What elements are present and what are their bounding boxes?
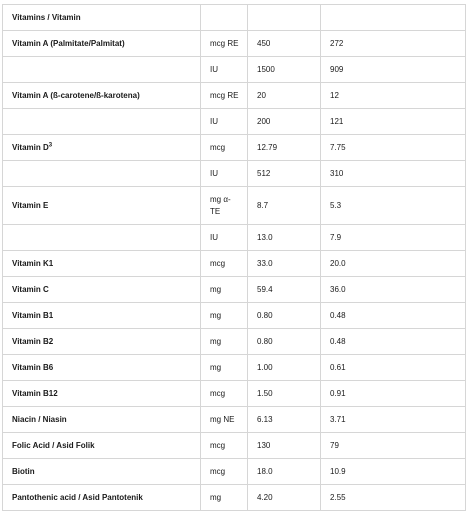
- unit-line-2: TE: [210, 206, 221, 216]
- unit-cell: IU: [201, 109, 248, 135]
- table-row: [3, 329, 466, 355]
- nutrient-name: Pantothenic acid / Asid Pantotenik: [3, 485, 201, 511]
- value-col1: 1500: [248, 57, 321, 83]
- unit-line-1: mg α-: [210, 194, 231, 204]
- table-row: [3, 135, 466, 161]
- unit-cell: mcg: [201, 381, 248, 407]
- unit-cell: mg: [201, 303, 248, 329]
- table-row: [3, 251, 466, 277]
- value-col1: 130: [248, 433, 321, 459]
- unit-cell: mcg RE: [201, 83, 248, 109]
- value-col2: 0.61: [321, 355, 466, 381]
- unit-cell: mg: [201, 485, 248, 511]
- table-row: [3, 83, 466, 109]
- value-col2: 20.0: [321, 251, 466, 277]
- unit-cell: mg: [201, 277, 248, 303]
- nutrient-name: Vitamin B2: [3, 329, 201, 355]
- unit-cell: mg: [201, 329, 248, 355]
- unit-header-cell: [201, 5, 248, 31]
- table-row: [3, 433, 466, 459]
- unit-cell: mcg: [201, 251, 248, 277]
- nutrient-name-superscript: 3: [48, 142, 53, 149]
- nutrient-name: Vitamin A (ß-carotene/ß-karotena): [3, 83, 201, 109]
- table-row: [3, 459, 466, 485]
- value-col1: 450: [248, 31, 321, 57]
- table-row: [3, 161, 466, 187]
- table-row: [3, 485, 466, 511]
- table-row: [3, 57, 466, 83]
- unit-cell: [201, 187, 248, 225]
- nutrient-name: [3, 225, 201, 251]
- value-col1: 512: [248, 161, 321, 187]
- value-col1: 6.13: [248, 407, 321, 433]
- table-row: [3, 225, 466, 251]
- value-col2: 7.9: [321, 225, 466, 251]
- unit-cell: mcg: [201, 433, 248, 459]
- value-col2: 121: [321, 109, 466, 135]
- table-row: [3, 381, 466, 407]
- nutrient-name-text: Vitamin D: [12, 143, 49, 152]
- nutrient-name: Vitamin B6: [3, 355, 201, 381]
- value-col1: 0.80: [248, 303, 321, 329]
- nutrient-name: Folic Acid / Asid Folik: [3, 433, 201, 459]
- value-col1: 4.20: [248, 485, 321, 511]
- value-col1: 20: [248, 83, 321, 109]
- value-col1: 18.0: [248, 459, 321, 485]
- nutrient-name: Vitamin C: [3, 277, 201, 303]
- value-col2: 3.71: [321, 407, 466, 433]
- nutrient-name: [3, 109, 201, 135]
- table-row: [3, 277, 466, 303]
- value-col1: 0.80: [248, 329, 321, 355]
- table-row: [3, 407, 466, 433]
- col2-header-cell: [321, 5, 466, 31]
- value-col2: 5.3: [321, 187, 466, 225]
- unit-cell: IU: [201, 225, 248, 251]
- unit-cell: mcg: [201, 135, 248, 161]
- value-col1: 12.79: [248, 135, 321, 161]
- unit-cell: mg NE: [201, 407, 248, 433]
- value-col2: 7.75: [321, 135, 466, 161]
- value-col2: 0.91: [321, 381, 466, 407]
- unit-cell: IU: [201, 161, 248, 187]
- nutrient-name: Niacin / Niasin: [3, 407, 201, 433]
- nutrient-name: Vitamin B1: [3, 303, 201, 329]
- section-heading: Vitamins / Vitamin: [3, 5, 201, 31]
- value-col1: 59.4: [248, 277, 321, 303]
- table-row: [3, 109, 466, 135]
- nutrient-name: Vitamin K1: [3, 251, 201, 277]
- unit-cell: mcg RE: [201, 31, 248, 57]
- table-row: [3, 31, 466, 57]
- nutrient-name: [3, 135, 201, 161]
- vitamins-table: [2, 4, 466, 511]
- value-col1: 1.50: [248, 381, 321, 407]
- value-col2: 10.9: [321, 459, 466, 485]
- nutrient-name: Biotin: [3, 459, 201, 485]
- table-row: [3, 303, 466, 329]
- value-col1: 33.0: [248, 251, 321, 277]
- value-col1: 13.0: [248, 225, 321, 251]
- table-row: [3, 355, 466, 381]
- value-col2: 909: [321, 57, 466, 83]
- value-col2: 12: [321, 83, 466, 109]
- value-col1: 200: [248, 109, 321, 135]
- table-header-row: [3, 5, 466, 31]
- value-col2: 2.55: [321, 485, 466, 511]
- value-col2: 0.48: [321, 329, 466, 355]
- value-col2: 79: [321, 433, 466, 459]
- value-col2: 310: [321, 161, 466, 187]
- nutrient-name: [3, 57, 201, 83]
- value-col1: 1.00: [248, 355, 321, 381]
- table-row: [3, 187, 466, 225]
- unit-cell: mcg: [201, 459, 248, 485]
- value-col1: 8.7: [248, 187, 321, 225]
- nutrient-name: Vitamin A (Palmitate/Palmitat): [3, 31, 201, 57]
- nutrient-name: Vitamin E: [3, 187, 201, 225]
- value-col2: 36.0: [321, 277, 466, 303]
- value-col2: 272: [321, 31, 466, 57]
- value-col2: 0.48: [321, 303, 466, 329]
- col1-header-cell: [248, 5, 321, 31]
- unit-cell: mg: [201, 355, 248, 381]
- nutrient-name: [3, 161, 201, 187]
- unit-cell: IU: [201, 57, 248, 83]
- nutrient-name: Vitamin B12: [3, 381, 201, 407]
